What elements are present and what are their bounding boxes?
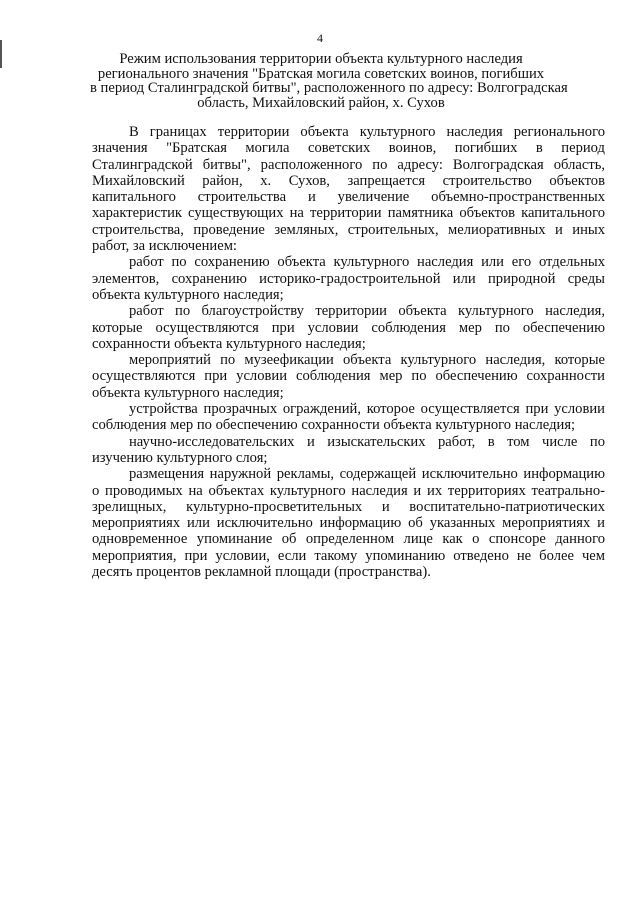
- exception-item: размещения наружной рекламы, содержащей исключительно информацию о проводимых на объектах культурного наследия и их территориях театрально-зрелищных, культурно-просветительных и воспитательно-патриотических мероприятиях или исключительно информацию об указанных мероприятиях и одновременное упоминание об определенном лице как о спонсоре данного мероприятия, при условии, если такому упоминанию отведено не более чем десять процентов рекламной площади (пространства).: [92, 466, 605, 581]
- exception-item: научно-исследовательских и изыскательских работ, в том числе по изучению культурного слоя;: [92, 433, 605, 466]
- exception-item: устройства прозрачных ограждений, которое осуществляется при условии соблюдения мер по обеспечению сохранности объекта культурного наследия;: [92, 401, 605, 434]
- intro-paragraph: В границах территории объекта культурного наследия регионального значения "Братская могила советских воинов, погибших в период Сталинградской битвы", расположенного по адресу: Волгоградская область, Михайловский район, х. Сухов, запрещается строительство объектов капитального строительства и увеличение объемно-пространственных характеристик существующих на территории памятника объектов капитального строительства, проведение земляных, строительных, мелиоративных и иных работ, за исключением:: [92, 124, 605, 255]
- title-line: область, Михайловский район, х. Сухов: [197, 94, 445, 111]
- title-line: Режим использования территории объекта культурного наследия: [119, 51, 523, 67]
- document-title: [90, 51, 568, 111]
- title-line: в период Сталинградской битвы", расположенного по адресу: Волгоградская: [90, 80, 568, 97]
- page-number: 4: [317, 31, 323, 45]
- document-body: [92, 124, 605, 580]
- exception-item: мероприятий по музеефикации объекта культурного наследия, которые осуществляются при условии соблюдения мер по обеспечению сохранности объекта культурного наследия;: [92, 352, 605, 401]
- exception-item: работ по сохранению объекта культурного наследия или его отдельных элементов, сохранению историко-градостроительной или природной среды объекта культурного наследия;: [92, 254, 605, 303]
- title-line: регионального значения "Братская могила советских воинов, погибших: [97, 65, 545, 82]
- exception-item: работ по благоустройству территории объекта культурного наследия, которые осуществляются при условии соблюдения мер по обеспечению сохранности объекта культурного наследия;: [92, 303, 605, 352]
